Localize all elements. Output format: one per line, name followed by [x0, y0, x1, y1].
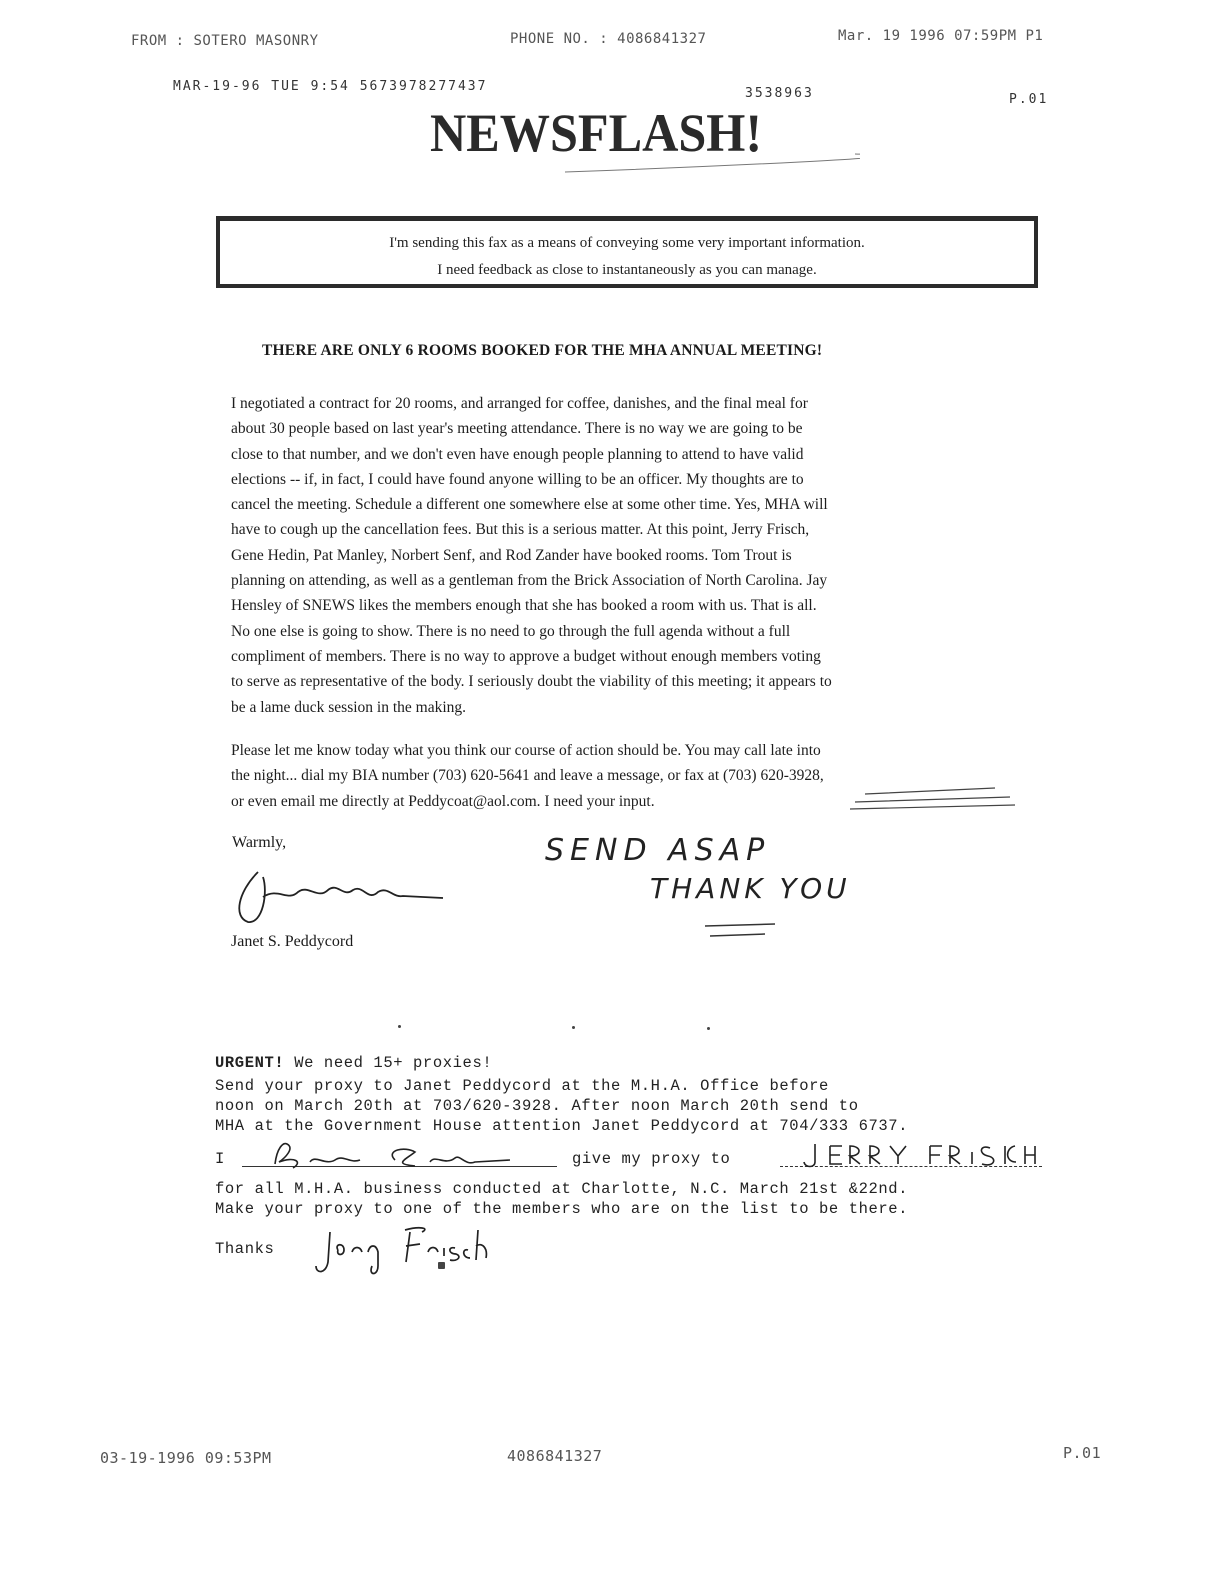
scan-speck [398, 1025, 401, 1028]
signature-janet [228, 862, 448, 932]
urgent-text: We need 15+ proxies! [284, 1054, 493, 1072]
body-line: Gene Hedin, Pat Manley, Norbert Senf, and Rod Zander have booked rooms. Tom Trout is [231, 546, 792, 564]
body-line: about 30 people based on last year's meeting attendance. There is no way we are going to be [231, 420, 803, 438]
headline-flourish [560, 150, 860, 180]
notice-box [216, 216, 1038, 288]
handwritten-send-asap: SEND ASAP [545, 833, 771, 868]
scan-speck [707, 1027, 710, 1030]
handwritten-underline [700, 920, 780, 942]
fax-code: 3538963 [745, 86, 814, 101]
notice-line-2: I need feedback as close to instantaneously as you can manage. [437, 262, 817, 278]
signature-ben-soteros [265, 1136, 525, 1176]
handwritten-jerry-frisch [800, 1136, 1040, 1172]
body-line: planning on attending, as well as a gentleman from the Brick Association of North Carolina. Jay [231, 572, 828, 590]
footer-datetime: 03-19-1996 09:53PM [100, 1449, 272, 1467]
body-paragraph [231, 391, 1026, 720]
footer-phone: 4086841327 [507, 1447, 603, 1465]
body-line: have to cough up the cancellation fees. But this is a serious matter. At this point, Jerry Frisch, [231, 521, 810, 539]
request-line: or even email me directly at Peddycoat@aol.com. I need your input. [231, 792, 655, 810]
body-line: elections -- if, in fact, I could have found anyone willing to be an officer. My thoughts are to [231, 470, 804, 488]
signature-jerry-frisch [310, 1222, 520, 1282]
signature-name: Janet S. Peddycord [231, 933, 354, 950]
request-line: Please let me know today what you think our course of action should be. You may call late into [231, 742, 821, 759]
body-line: Hensley of SNEWS likes the members enough that she has booked a room with us. That is all. [231, 597, 817, 615]
proxy-line-2: Send your proxy to Janet Peddycord at the M.H.A. Office before [215, 1077, 829, 1095]
body-line: close to that number, and we don't even have enough people planning to attend to have valid [231, 445, 804, 463]
proxy-thanks: Thanks [215, 1240, 275, 1258]
fax-page: P.01 [1009, 92, 1049, 107]
footer-page: P.01 [1063, 1444, 1102, 1462]
proxy-urgent-line [215, 1054, 492, 1072]
closing: Warmly, [232, 834, 287, 851]
scan-speck [438, 1262, 445, 1269]
urgent-label: URGENT! [215, 1054, 285, 1072]
alert-heading: THERE ARE ONLY 6 ROOMS BOOKED FOR THE MHA ANNUAL MEETING! [262, 342, 823, 359]
handwritten-thank-you: THANK YOU [650, 872, 851, 905]
headline: NEWSFLASH! [430, 103, 763, 163]
fax-from: FROM : SOTERO MASONRY [131, 33, 319, 49]
proxy-line-6: for all M.H.A. business conducted at Charlotte, N.C. March 21st &22nd. [215, 1180, 909, 1198]
body-line: cancel the meeting. Schedule a different one somewhere else at some other time. Yes, MHA will [231, 496, 828, 514]
body-line: No one else is going to show. There is no need to go through the full agenda without a full [231, 622, 791, 640]
fax-stamp: MAR-19-96 TUE 9:54 5673978277437 [173, 79, 488, 94]
request-line: the night... dial my BIA number (703) 620-5641 and leave a message, or fax at (703) 620-3928, [231, 767, 824, 785]
body-line: be a lame duck session in the making. [231, 698, 467, 716]
body-line: compliment of members. There is no way to approve a budget without enough members voting [231, 647, 821, 665]
fax-phone: PHONE NO. : 4086841327 [510, 31, 707, 47]
notice-line-1: I'm sending this fax as a means of conveying some very important information. [389, 235, 865, 251]
proxy-line-3: noon on March 20th at 703/620-3928. After noon March 20th send to [215, 1097, 859, 1115]
body-line: to serve as representative of the body. I seriously doubt the viability of this meeting; it appears to [231, 673, 832, 691]
handwritten-scribble [845, 782, 1020, 812]
body-line: I negotiated a contract for 20 rooms, and arranged for coffee, danishes, and the final meal for [231, 395, 808, 412]
proxy-line-4: MHA at the Government House attention Janet Peddycord at 704/333 6737. [215, 1117, 909, 1135]
proxy-give-text: give my proxy to [572, 1150, 731, 1168]
proxy-line-7: Make your proxy to one of the members who are on the list to be there. [215, 1200, 909, 1218]
proxy-i-label: I [215, 1150, 225, 1168]
fax-date: Mar. 19 1996 07:59PM P1 [838, 28, 1044, 44]
scan-speck [572, 1026, 575, 1029]
